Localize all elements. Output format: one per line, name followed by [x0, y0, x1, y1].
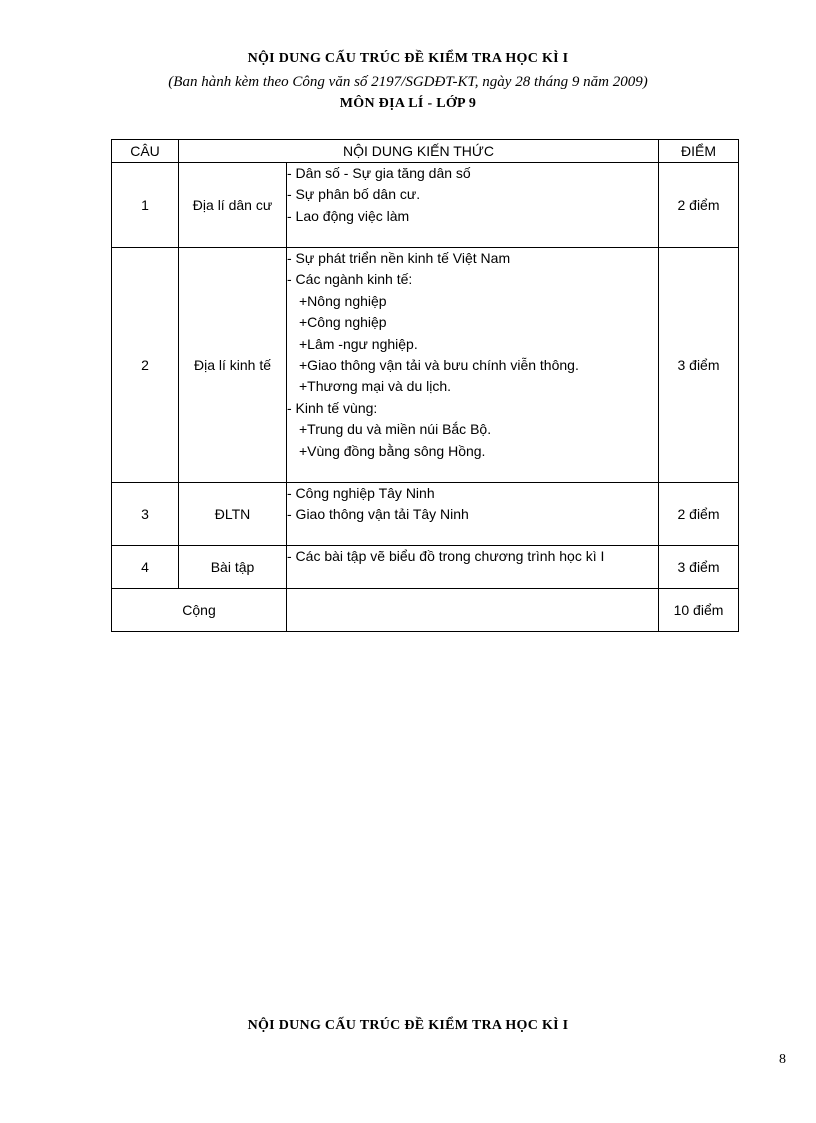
content-item: - Các bài tập vẽ biểu đồ trong chương trình học kì I: [287, 548, 605, 564]
row-cau: 2: [112, 248, 179, 483]
row-cau: 1: [112, 163, 179, 248]
content-item: - Sự phân bố dân cư.: [287, 186, 421, 203]
content-subitem: +Vùng đồng bằng sông Hồng.: [299, 442, 486, 459]
row-diem: 2 điểm: [659, 163, 739, 248]
row-diem: 2 điểm: [659, 483, 739, 546]
row-cau: 4: [112, 546, 179, 589]
content-item: - Dân số - Sự gia tăng dân số: [287, 165, 471, 181]
header-noi-dung: NỘI DUNG KIẾN THỨC: [179, 140, 659, 163]
content-subitem: +Thương mại và du lịch.: [299, 378, 452, 395]
content-item: - Công nghiệp Tây Ninh: [287, 485, 435, 501]
table-row: [112, 546, 739, 589]
content-item: - Kinh tế vùng:: [287, 399, 378, 416]
row-topic: Bài tập: [179, 546, 287, 589]
row-topic: ĐLTN: [179, 483, 287, 546]
content-subitem: +Trung du và miền núi Bắc Bộ.: [299, 421, 492, 438]
row-content: [287, 483, 659, 546]
header-diem: ĐIỂM: [659, 140, 739, 163]
row-content: [287, 248, 659, 483]
total-label: Cộng: [112, 589, 287, 632]
header-cau: CÂU: [112, 140, 179, 163]
total-row: [112, 589, 739, 632]
table-header-row: [112, 140, 739, 163]
table-row: [112, 483, 739, 546]
row-content: [287, 546, 659, 589]
subject-heading: MÔN ĐỊA LÍ - LỚP 9: [339, 96, 477, 111]
footer-title: NỘI DUNG CẤU TRÚC ĐỀ KIỂM TRA HỌC KÌ I: [247, 1018, 569, 1033]
total-diem: 10 điểm: [659, 589, 739, 632]
row-diem: 3 điểm: [659, 248, 739, 483]
row-cau: 3: [112, 483, 179, 546]
row-diem: 3 điểm: [659, 546, 739, 589]
page-number: 8: [779, 1052, 786, 1067]
row-topic: Địa lí dân cư: [179, 163, 287, 248]
row-content: [287, 163, 659, 248]
content-item: - Giao thông vận tải Tây Ninh: [287, 506, 469, 523]
content-subitem: +Nông nghiệp: [299, 292, 387, 309]
page-subtitle: (Ban hành kèm theo Công văn số 2197/SGDĐT-KT, ngày 28 tháng 9 năm 2009): [168, 74, 648, 90]
table-row: [112, 163, 739, 248]
content-subitem: +Giao thông vận tải và bưu chính viễn thông.: [299, 357, 579, 374]
content-table: [111, 139, 739, 632]
content-item: - Các ngành kinh tế:: [287, 271, 413, 288]
content-subitem: +Công nghiệp: [299, 314, 387, 331]
content-item: - Lao động việc làm: [287, 207, 410, 224]
page-title: NỘI DUNG CẤU TRÚC ĐỀ KIỂM TRA HỌC KÌ I: [247, 51, 569, 66]
total-empty-cell: [287, 589, 659, 632]
row-topic: Địa lí kinh tế: [179, 248, 287, 483]
content-subitem: +Lâm -ngư nghiệp.: [299, 335, 418, 352]
table-row: [112, 248, 739, 483]
content-item: - Sự phát triển nền kinh tế Việt Nam: [287, 250, 511, 266]
